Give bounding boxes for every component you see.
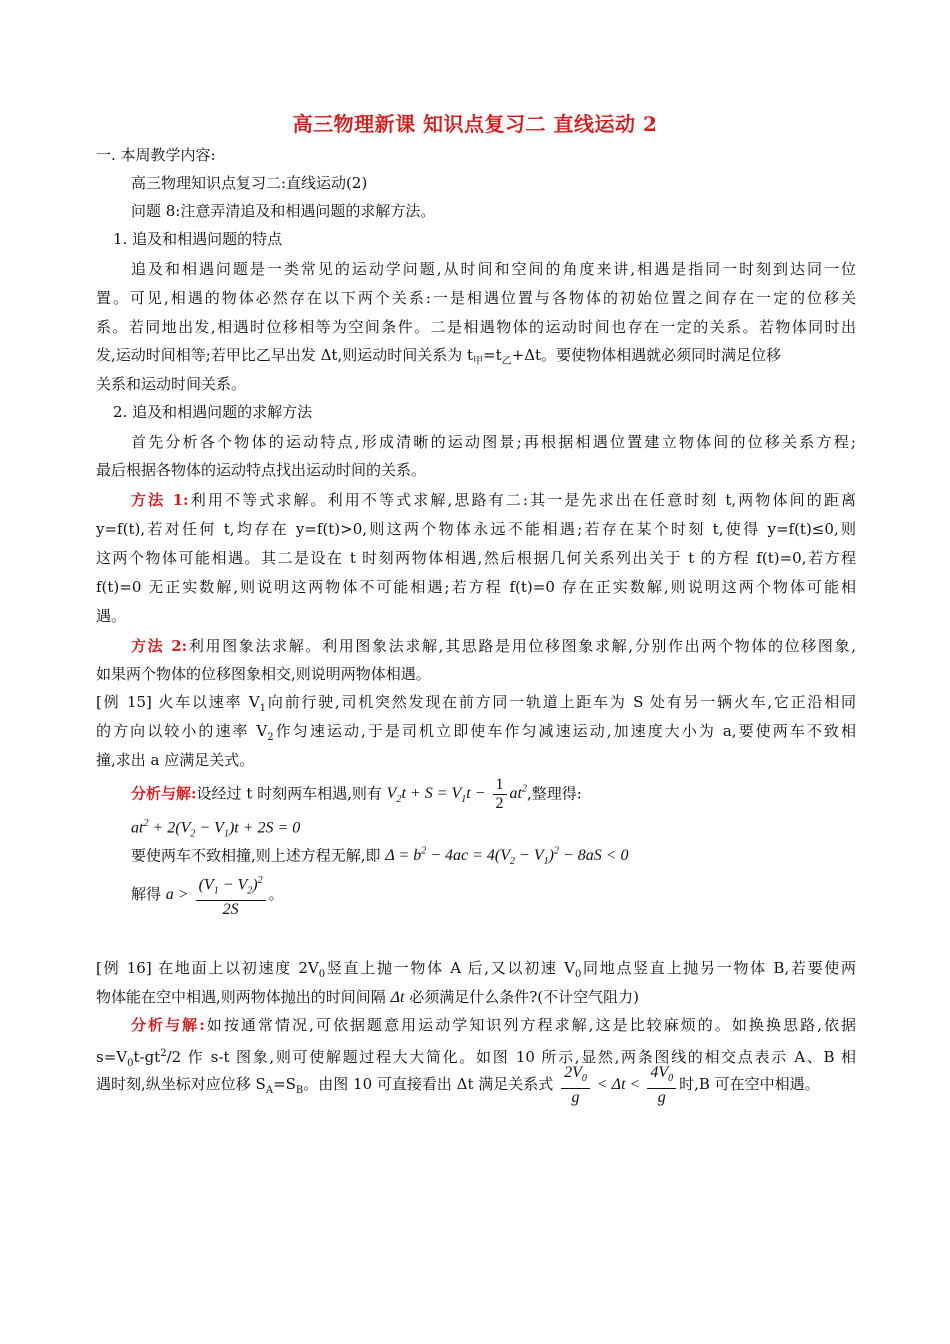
equation-result: a > $\frac{(V_1 - V_2)^2}{2S}$ [166,886,269,903]
method-1-line: 这两个物体可能相遇。其二是设在 t 时刻两物体相遇,然后根据几何关系列出关于 t 的方程 f(t)=0,若方程 [96,549,856,567]
analysis-16-line: $s=V_0t-gt^2/2$ 作 s-t 图象,则可使解题过程大大简化。如图 10 所示,显然,两条图线的相交点表示 A、B 相 [96,1048,856,1069]
method-1-label: 方法 1: [131,491,189,509]
section-subtitle: 高三物理知识点复习二:直线运动(2) [131,174,368,192]
equation-meeting: $V_2t + S = V_1t$ − $\frac{1}{2}$ $at^2$ [386,776,527,813]
heading-1: 1. 追及和相遇问题的特点 [113,230,283,248]
method-2-label: 方法 2: [131,637,188,655]
paragraph-line: 系。若同地出发,相遇时位移相等为空间条件。二是相遇物体的运动时间也存在一定的关系。若物体同时出 [96,318,856,336]
paragraph-line: 置。可见,相遇的物体必然存在以下两个关系:一是相遇位置与各物体的初始位置之间存在一定的位移关 [96,289,856,307]
method-1-line: 遇。 [96,607,127,625]
heading-2: 2. 追及和相遇问题的求解方法 [113,403,313,421]
paragraph-line: 发,运动时间相等;若甲比乙早出发 Δt,则运动时间关系为 $t_甲=t_乙+\Delta t$。要使物体相遇就必须同时满足位移 [96,346,782,367]
analysis-16-line: 遇时刻,纵坐标对应位移 $S_A=S_B$。由图 10 可直接看出 Δt 满足关系式 $\frac{2V_0}{g}$ < Δt < $\frac{4V_0}{g}$ 时,B 可在空中相遇。 [96,1063,820,1106]
example-15-line: [例 15] 火车以速率 $V_1$向前行驶,司机突然发现在前方同一轨道上距车为 S 处有另一辆火车,它正沿相同 [96,693,856,714]
example-15-line: 的方向以较小的速率 $V_2$作匀速运动,于是司机立即使车作匀减速运动,加速度大小为 a,要使两车不致相 [96,722,856,743]
question-8: 问题 8:注意弄清追及和相遇问题的求解方法。 [131,202,436,220]
page-title: 高三物理新课 知识点复习二 直线运动 2 [292,112,658,136]
method-1-line: y=f(t),若对任何 t,均存在 y=f(t)>0,则这两个物体永远不能相遇;若存在某个时刻 t,使得 y=f(t)≤0,则 [96,520,856,538]
analysis-label: 分析与解: [131,1016,205,1034]
paragraph-line: 首先分析各个物体的运动特点,形成清晰的运动图景;再根据相遇位置建立物体间的位移关系方程; [131,433,856,451]
paragraph-line: 关系和运动时间关系。 [96,375,247,393]
equation-discriminant: $\Delta = b^2 - 4ac = 4(V_2 - V_1)^2 - 8aS < 0$ [385,846,629,868]
method-1-line: f(t)=0 无正实数解,则说明这两物体不可能相遇;若方程 f(t)=0 存在正实数解,则说明这两个物体可能相 [96,578,856,596]
delta-t-symbol: Δt [390,989,405,1006]
paragraph-line: 最后根据各物体的运动特点找出运动时间的关系。 [96,461,427,479]
method-2-line: 如果两个物体的位移图象相交,则说明两物体相遇。 [96,665,431,683]
analysis-15-line: 分析与解:设经过 t 时刻两车相遇,则有 $V_2t + S = V_1t$ − $\frac{1}{2}$ $at^2$,整理得: [131,776,582,813]
equation-condition: $\frac{2V_0}{g}$ < Δt < $\frac{4V_0}{g}$ [558,1076,679,1093]
example-16-line: [例 16] 在地面上以初速度 $2V_0$竖直上抛一物体 A 后,又以初速 $V_0$同地点竖直上抛另一物体 B,若要使两 [96,959,856,980]
analysis-15-line: 解得 a > $\frac{(V_1 - V_2)^2}{2S}$ 。 [131,870,284,919]
analysis-16-line: 分析与解:如按通常情况,可依据题意用运动学知识列方程求解,这是比较麻烦的。如换换思路,依据 [131,1016,856,1034]
section-heading: 一. 本周教学内容: [96,146,216,164]
method-1-line: 方法 1:利用不等式求解。利用不等式求解,思路有二:其一是先求出在任意时刻 t,两物体间的距离 [131,491,857,509]
analysis-15-line: 要使两车不致相撞,则上述方程无解,即 $\Delta = b^2 - 4ac = 4(V_2 - V_1)^2 - 8aS < 0$ [131,846,629,868]
method-2-line: 方法 2:利用图象法求解。利用图象法求解,其思路是用位移图象求解,分别作出两个物体的位移图象, [131,637,856,655]
example-16-line: 物体能在空中相遇,则两物体抛出的时间间隔 Δt 必须满足什么条件?(不计空气阻力) [96,988,639,1006]
example-15-line: 撞,求出 a 应满足关式。 [96,751,255,769]
paragraph-line: 追及和相遇问题是一类常见的运动学问题,从时间和空间的角度来讲,相遇是指同一时刻到达同一位 [131,260,856,278]
equation-quadratic: $at^2 + 2(V_2 - V_1)t + 2S = 0$ [131,818,301,840]
analysis-label: 分析与解: [131,784,197,803]
